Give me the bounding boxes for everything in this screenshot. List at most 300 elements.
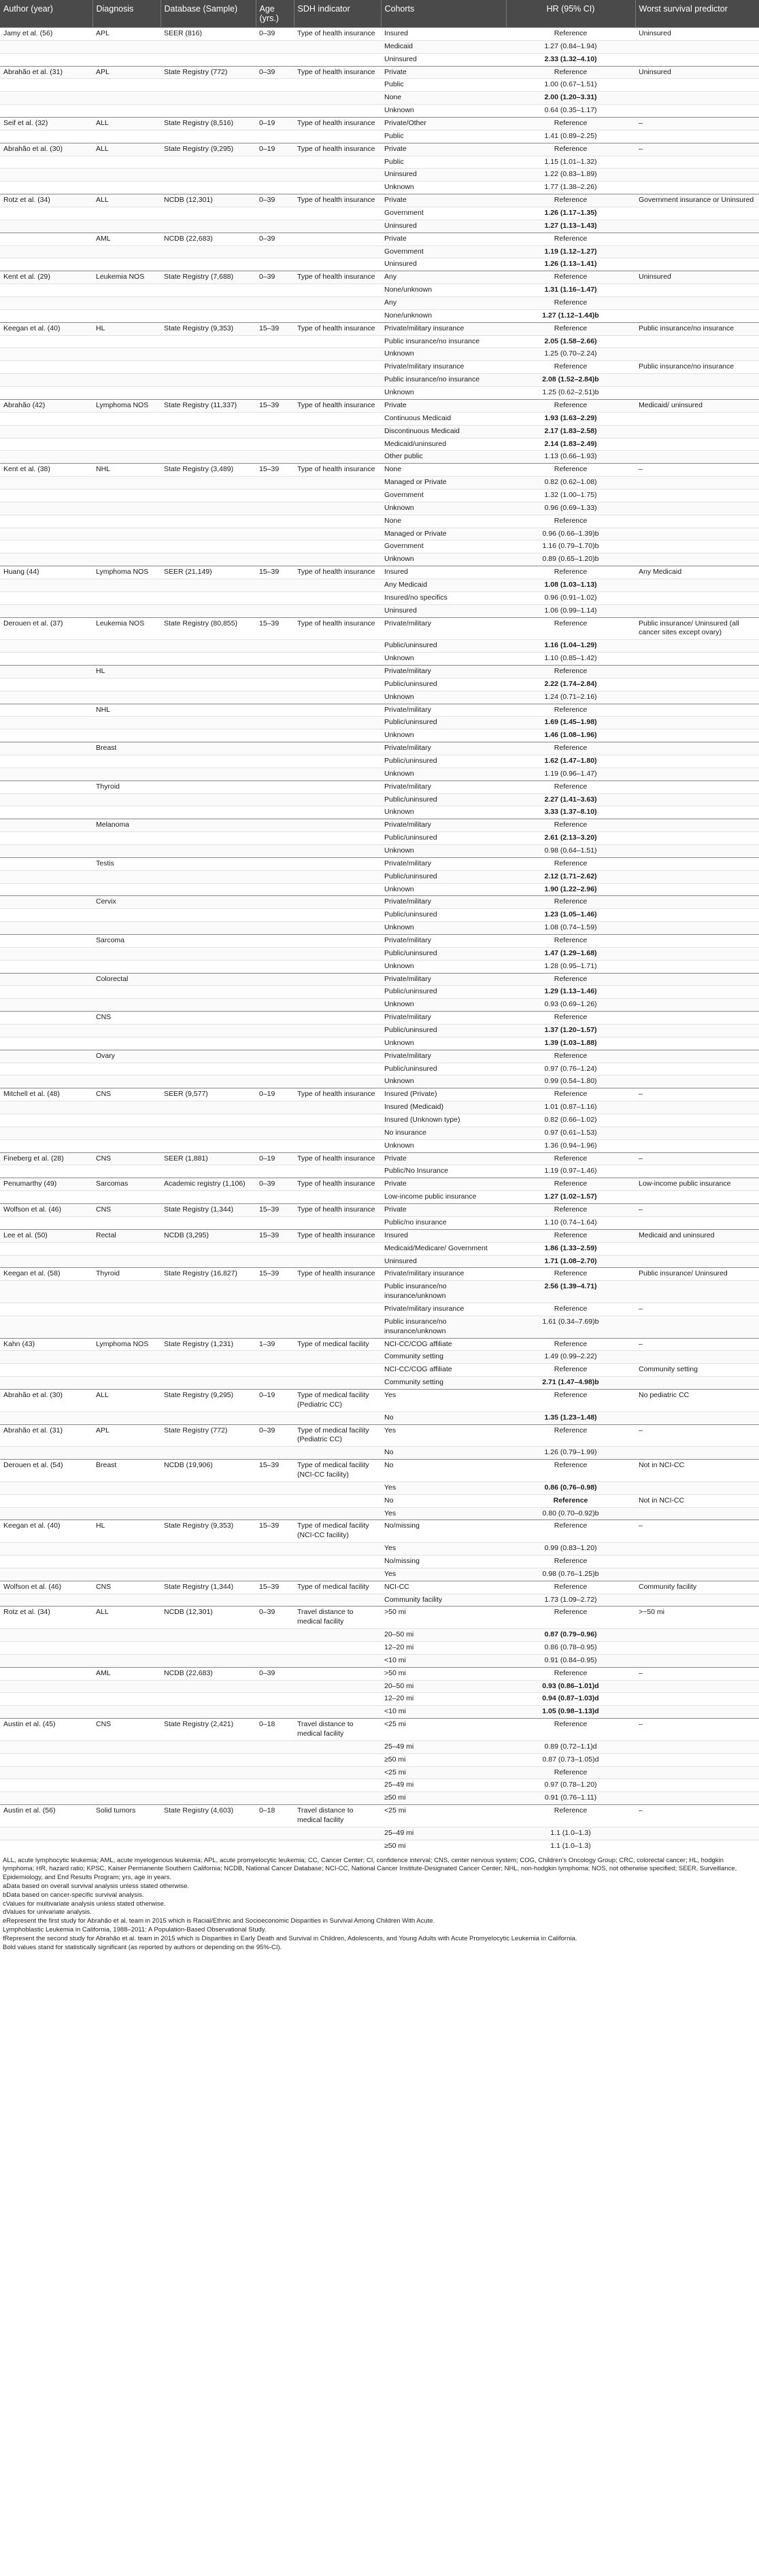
- age-cell: [256, 540, 294, 553]
- diagnosis-cell: [92, 1568, 161, 1581]
- cohort-cell: Uninsured: [381, 1255, 506, 1268]
- author-cell: [0, 220, 92, 233]
- sdh-cell: [294, 1629, 381, 1642]
- table-header: [0, 0, 759, 28]
- database-cell: [161, 245, 256, 258]
- cohort-cell: Private: [381, 233, 506, 245]
- worst-predictor-cell: [635, 1740, 759, 1753]
- table-row: [0, 1494, 759, 1507]
- worst-predictor-cell: [635, 1165, 759, 1178]
- cohort-cell: ≥50 mi: [381, 1753, 506, 1766]
- hr-cell: 2.12 (1.71–2.62): [506, 870, 635, 883]
- author-cell: [0, 169, 92, 182]
- database-cell: NCDB (12,301): [161, 194, 256, 207]
- cohort-cell: Insured (Unknown type): [381, 1114, 506, 1127]
- worst-predictor-cell: [635, 1555, 759, 1568]
- sdh-cell: Type of medical facility: [294, 1581, 381, 1594]
- cohort-cell: Yes: [381, 1389, 506, 1411]
- worst-predictor-cell: [635, 374, 759, 387]
- age-cell: 0–19: [256, 118, 294, 131]
- author-cell: Abrahão (42): [0, 399, 92, 412]
- diagnosis-cell: ALL: [92, 194, 161, 207]
- database-cell: [161, 1101, 256, 1114]
- age-cell: 15–39: [256, 1229, 294, 1242]
- hr-cell: 0.82 (0.66–1.02): [506, 1114, 635, 1127]
- age-cell: [256, 1114, 294, 1127]
- worst-predictor-cell: [635, 1680, 759, 1693]
- hr-cell: 0.96 (0.69–1.33): [506, 502, 635, 515]
- age-cell: [256, 704, 294, 717]
- table-row: [0, 361, 759, 374]
- worst-predictor-cell: [635, 309, 759, 322]
- database-cell: [161, 540, 256, 553]
- database-cell: [161, 438, 256, 451]
- sdh-cell: Travel distance to medical facility: [294, 1607, 381, 1629]
- table-row: [0, 665, 759, 678]
- age-cell: [256, 819, 294, 832]
- sdh-cell: [294, 1494, 381, 1507]
- worst-predictor-cell: [635, 348, 759, 361]
- cohort-cell: Unknown: [381, 999, 506, 1012]
- author-cell: [0, 768, 92, 780]
- diagnosis-cell: [92, 1693, 161, 1706]
- database-cell: NCDB (12,301): [161, 1607, 256, 1629]
- hr-cell: 1.86 (1.33–2.59): [506, 1242, 635, 1255]
- table-row: [0, 1316, 759, 1338]
- database-cell: [161, 335, 256, 348]
- author-cell: [0, 960, 92, 973]
- table-row: [0, 194, 759, 207]
- diagnosis-cell: [92, 169, 161, 182]
- database-cell: State Registry (2,421): [161, 1719, 256, 1741]
- worst-predictor-cell: [635, 691, 759, 704]
- age-cell: [256, 284, 294, 297]
- hr-cell: 1.27 (1.02–1.57): [506, 1191, 635, 1204]
- age-cell: 0–19: [256, 143, 294, 156]
- age-cell: [256, 220, 294, 233]
- table-row: [0, 1114, 759, 1127]
- sdh-cell: [294, 883, 381, 896]
- worst-predictor-cell: [635, 40, 759, 53]
- table-row: [0, 1242, 759, 1255]
- database-cell: [161, 793, 256, 806]
- database-cell: [161, 1654, 256, 1667]
- database-cell: NCDB (19,906): [161, 1460, 256, 1482]
- diagnosis-cell: [92, 1654, 161, 1667]
- table-row: [0, 553, 759, 566]
- sdh-cell: [294, 947, 381, 960]
- worst-predictor-cell: Community setting: [635, 1364, 759, 1377]
- age-cell: [256, 604, 294, 617]
- cohort-cell: Continuous Medicaid: [381, 412, 506, 425]
- worst-predictor-cell: [635, 451, 759, 464]
- database-cell: [161, 922, 256, 935]
- database-cell: [161, 947, 256, 960]
- hr-cell: 1.61 (0.34–7.69)b: [506, 1316, 635, 1338]
- sdh-cell: [294, 653, 381, 666]
- author-cell: [0, 1594, 92, 1607]
- diagnosis-cell: [92, 515, 161, 528]
- sdh-cell: [294, 412, 381, 425]
- table-row: [0, 1364, 759, 1377]
- hr-cell: 1.26 (0.79–1.99): [506, 1447, 635, 1460]
- cohort-cell: No/missing: [381, 1555, 506, 1568]
- cohort-cell: Unknown: [381, 502, 506, 515]
- table-row: [0, 245, 759, 258]
- age-cell: 0–19: [256, 1389, 294, 1411]
- sdh-cell: Type of health insurance: [294, 464, 381, 477]
- author-cell: [0, 579, 92, 591]
- sdh-cell: [294, 935, 381, 948]
- sdh-cell: [294, 540, 381, 553]
- footnote: aData based on overall survival analysis unless stated otherwise.: [3, 1883, 190, 1891]
- database-cell: [161, 973, 256, 986]
- cohort-cell: Private: [381, 1152, 506, 1165]
- hr-cell: Reference: [506, 704, 635, 717]
- diagnosis-cell: [92, 870, 161, 883]
- hr-cell: Reference: [506, 322, 635, 335]
- diagnosis-cell: ALL: [92, 118, 161, 131]
- cohort-cell: Uninsured: [381, 220, 506, 233]
- age-cell: [256, 258, 294, 271]
- database-cell: [161, 870, 256, 883]
- hr-cell: 0.97 (0.76–1.24): [506, 1063, 635, 1076]
- age-cell: 0–39: [256, 1178, 294, 1191]
- diagnosis-cell: [92, 182, 161, 194]
- age-cell: [256, 742, 294, 755]
- author-cell: [0, 1351, 92, 1364]
- sdh-cell: [294, 960, 381, 973]
- sdh-cell: [294, 1191, 381, 1204]
- database-cell: [161, 1139, 256, 1152]
- diagnosis-cell: [92, 1127, 161, 1139]
- author-cell: [0, 348, 92, 361]
- age-cell: [256, 922, 294, 935]
- database-cell: [161, 1494, 256, 1507]
- sdh-cell: [294, 1447, 381, 1460]
- author-cell: [0, 704, 92, 717]
- database-cell: State Registry (3,489): [161, 464, 256, 477]
- author-cell: [0, 640, 92, 653]
- worst-predictor-cell: Public insurance/no insurance: [635, 361, 759, 374]
- cohort-cell: Private/military: [381, 665, 506, 678]
- author-cell: [0, 502, 92, 515]
- sdh-cell: [294, 704, 381, 717]
- hr-cell: 1.19 (0.97–1.46): [506, 1165, 635, 1178]
- cohort-cell: NCI-CC/COG affiliate: [381, 1364, 506, 1377]
- cohort-cell: Insured: [381, 1229, 506, 1242]
- sdh-cell: Type of health insurance: [294, 1268, 381, 1281]
- worst-predictor-cell: [635, 207, 759, 220]
- sdh-cell: [294, 1255, 381, 1268]
- age-cell: 0–39: [256, 1667, 294, 1680]
- cohort-cell: Unknown: [381, 922, 506, 935]
- age-cell: [256, 1127, 294, 1139]
- author-cell: [0, 591, 92, 604]
- diagnosis-cell: Colorectal: [92, 973, 161, 986]
- diagnosis-cell: [92, 1303, 161, 1316]
- database-cell: [161, 960, 256, 973]
- database-cell: [161, 640, 256, 653]
- cohort-cell: Managed or Private: [381, 528, 506, 540]
- age-cell: [256, 1076, 294, 1088]
- database-cell: [161, 361, 256, 374]
- age-cell: [256, 1494, 294, 1507]
- diagnosis-cell: Sarcoma: [92, 935, 161, 948]
- table-row: [0, 284, 759, 297]
- author-cell: [0, 309, 92, 322]
- author-cell: [0, 297, 92, 310]
- sdh-cell: [294, 591, 381, 604]
- database-cell: Academic registry (1,106): [161, 1178, 256, 1191]
- hr-cell: 0.91 (0.84–0.95): [506, 1654, 635, 1667]
- sdh-cell: [294, 1281, 381, 1303]
- table-row: [0, 1037, 759, 1050]
- table-row: [0, 1555, 759, 1568]
- cohort-cell: Government: [381, 245, 506, 258]
- sdh-cell: [294, 1827, 381, 1840]
- database-cell: [161, 1779, 256, 1792]
- author-cell: [0, 1753, 92, 1766]
- cohort-cell: 12–20 mi: [381, 1642, 506, 1655]
- sdh-cell: [294, 640, 381, 653]
- sdh-cell: [294, 1680, 381, 1693]
- table-row: [0, 412, 759, 425]
- diagnosis-cell: [92, 653, 161, 666]
- age-cell: [256, 1507, 294, 1520]
- sdh-cell: [294, 857, 381, 870]
- cohort-cell: Unknown: [381, 553, 506, 566]
- table-row: [0, 130, 759, 143]
- table-row: [0, 922, 759, 935]
- author-cell: [0, 717, 92, 729]
- worst-predictor-cell: [635, 1037, 759, 1050]
- diagnosis-cell: [92, 1642, 161, 1655]
- author-cell: [0, 857, 92, 870]
- sdh-cell: [294, 438, 381, 451]
- table-row: [0, 1012, 759, 1025]
- diagnosis-cell: Sarcomas: [92, 1178, 161, 1191]
- author-cell: [0, 1012, 92, 1025]
- cohort-cell: Unknown: [381, 806, 506, 819]
- cohort-cell: No: [381, 1460, 506, 1482]
- age-cell: [256, 1316, 294, 1338]
- worst-predictor-cell: Medicaid/ uninsured: [635, 399, 759, 412]
- worst-predictor-cell: [635, 284, 759, 297]
- age-cell: [256, 130, 294, 143]
- age-cell: [256, 960, 294, 973]
- hr-cell: 1.1 (1.0–1.3): [506, 1827, 635, 1840]
- worst-predictor-cell: [635, 704, 759, 717]
- cohort-cell: Private/military: [381, 857, 506, 870]
- sdh-cell: [294, 335, 381, 348]
- sdh-cell: [294, 678, 381, 691]
- cohort-cell: Private: [381, 1204, 506, 1217]
- diagnosis-cell: [92, 1037, 161, 1050]
- sdh-cell: Type of medical facility (Pediatric CC): [294, 1389, 381, 1411]
- age-cell: [256, 1447, 294, 1460]
- worst-predictor-cell: [635, 1281, 759, 1303]
- diagnosis-cell: Thyroid: [92, 1268, 161, 1281]
- hr-cell: 1.29 (1.13–1.46): [506, 986, 635, 999]
- header-cohorts: Cohorts: [381, 0, 506, 28]
- table-row: [0, 870, 759, 883]
- database-cell: State Registry (772): [161, 66, 256, 79]
- diagnosis-cell: ALL: [92, 143, 161, 156]
- author-cell: [0, 335, 92, 348]
- author-cell: [0, 207, 92, 220]
- database-cell: [161, 79, 256, 92]
- author-cell: Abrahão et al. (31): [0, 1424, 92, 1447]
- diagnosis-cell: Ovary: [92, 1050, 161, 1063]
- diagnosis-cell: [92, 477, 161, 490]
- hr-cell: 1.22 (0.83–1.89): [506, 169, 635, 182]
- hr-cell: 1.19 (0.96–1.47): [506, 768, 635, 780]
- diagnosis-cell: [92, 1351, 161, 1364]
- hr-cell: 1.69 (1.45–1.98): [506, 717, 635, 729]
- diagnosis-cell: [92, 156, 161, 169]
- database-cell: NCDB (22,683): [161, 233, 256, 245]
- sdh-cell: [294, 1568, 381, 1581]
- sdh-cell: [294, 515, 381, 528]
- database-cell: State Registry (8,516): [161, 118, 256, 131]
- database-cell: State Registry (4,603): [161, 1805, 256, 1827]
- author-cell: [0, 1507, 92, 1520]
- footnote: cValues for multivariate analysis unless stated otherwise.: [3, 1900, 166, 1908]
- worst-predictor-cell: [635, 806, 759, 819]
- sdh-cell: [294, 1840, 381, 1852]
- database-cell: [161, 1827, 256, 1840]
- worst-predictor-cell: [635, 986, 759, 999]
- diagnosis-cell: AML: [92, 1667, 161, 1680]
- author-cell: Kent et al. (29): [0, 271, 92, 284]
- author-cell: [0, 1706, 92, 1719]
- hr-cell: 1.93 (1.63–2.29): [506, 412, 635, 425]
- author-cell: [0, 1101, 92, 1114]
- sdh-cell: [294, 169, 381, 182]
- footnote: fRepresent the second study for Abrahão et al. team in 2015 which is Disparities in Early Death and Survival in Children, Adolescents, and Young Adults with Acute Promyelocytic Leukemia in California.: [3, 1934, 577, 1942]
- table-row: [0, 105, 759, 118]
- sdh-cell: Type of medical facility (NCI-CC facility): [294, 1520, 381, 1543]
- database-cell: [161, 387, 256, 400]
- cohort-cell: Private: [381, 399, 506, 412]
- table-row: [0, 883, 759, 896]
- hr-cell: 0.96 (0.91–1.02): [506, 591, 635, 604]
- table-row: [0, 451, 759, 464]
- author-cell: [0, 1555, 92, 1568]
- age-cell: [256, 361, 294, 374]
- database-cell: [161, 451, 256, 464]
- database-cell: State Registry (9,353): [161, 322, 256, 335]
- diagnosis-cell: [92, 1827, 161, 1840]
- worst-predictor-cell: [635, 1351, 759, 1364]
- sdh-cell: [294, 1377, 381, 1390]
- cohort-cell: Unknown: [381, 883, 506, 896]
- diagnosis-cell: [92, 1706, 161, 1719]
- diagnosis-cell: [92, 604, 161, 617]
- database-cell: [161, 1076, 256, 1088]
- diagnosis-cell: [92, 1364, 161, 1377]
- sdh-cell: [294, 489, 381, 502]
- cohort-cell: Public/uninsured: [381, 909, 506, 922]
- sdh-cell: Type of health insurance: [294, 1088, 381, 1101]
- diagnosis-cell: [92, 540, 161, 553]
- hr-cell: 1.28 (0.95–1.71): [506, 960, 635, 973]
- worst-predictor-cell: [635, 640, 759, 653]
- author-cell: [0, 156, 92, 169]
- diagnosis-cell: [92, 1779, 161, 1792]
- author-cell: [0, 1680, 92, 1693]
- cohort-cell: Any: [381, 271, 506, 284]
- sdh-cell: [294, 973, 381, 986]
- age-cell: [256, 640, 294, 653]
- database-cell: [161, 1706, 256, 1719]
- age-cell: 0–39: [256, 233, 294, 245]
- sdh-cell: [294, 896, 381, 909]
- age-cell: 0–39: [256, 66, 294, 79]
- diagnosis-cell: [92, 1316, 161, 1338]
- age-cell: [256, 387, 294, 400]
- worst-predictor-cell: >~50 mi: [635, 1607, 759, 1629]
- hr-cell: 1.23 (1.05–1.46): [506, 909, 635, 922]
- diagnosis-cell: [92, 284, 161, 297]
- hr-cell: Reference: [506, 857, 635, 870]
- diagnosis-cell: [92, 1101, 161, 1114]
- worst-predictor-cell: Any Medicaid: [635, 566, 759, 579]
- author-cell: [0, 819, 92, 832]
- hr-cell: Reference: [506, 935, 635, 948]
- age-cell: [256, 1568, 294, 1581]
- table-row: [0, 464, 759, 477]
- diagnosis-cell: [92, 1139, 161, 1152]
- cohort-cell: Other public: [381, 451, 506, 464]
- table-row: [0, 973, 759, 986]
- age-cell: [256, 438, 294, 451]
- age-cell: 0–18: [256, 1805, 294, 1827]
- diagnosis-cell: CNS: [92, 1152, 161, 1165]
- cohort-cell: Private/Other: [381, 118, 506, 131]
- worst-predictor-cell: [635, 387, 759, 400]
- worst-predictor-cell: [635, 1629, 759, 1642]
- table-row: [0, 691, 759, 704]
- sdh-cell: [294, 1101, 381, 1114]
- table-row: [0, 515, 759, 528]
- hr-cell: Reference: [506, 1338, 635, 1351]
- age-cell: [256, 412, 294, 425]
- age-cell: [256, 105, 294, 118]
- worst-predictor-cell: [635, 1706, 759, 1719]
- author-cell: [0, 1654, 92, 1667]
- hr-cell: 0.93 (0.86–1.01)d: [506, 1680, 635, 1693]
- cohort-cell: Public insurance/no insurance/unknown: [381, 1316, 506, 1338]
- author-cell: Abrahão et al. (30): [0, 143, 92, 156]
- diagnosis-cell: [92, 53, 161, 66]
- table-row: [0, 28, 759, 41]
- worst-predictor-cell: [635, 591, 759, 604]
- sdh-cell: [294, 92, 381, 105]
- hr-cell: Reference: [506, 194, 635, 207]
- cohort-cell: Private/military insurance: [381, 1303, 506, 1316]
- diagnosis-cell: [92, 361, 161, 374]
- sdh-cell: [294, 1654, 381, 1667]
- age-cell: [256, 79, 294, 92]
- database-cell: [161, 1792, 256, 1805]
- sdh-cell: [294, 729, 381, 742]
- database-cell: [161, 1594, 256, 1607]
- database-cell: [161, 207, 256, 220]
- cohort-cell: Any: [381, 297, 506, 310]
- cohort-cell: Unknown: [381, 348, 506, 361]
